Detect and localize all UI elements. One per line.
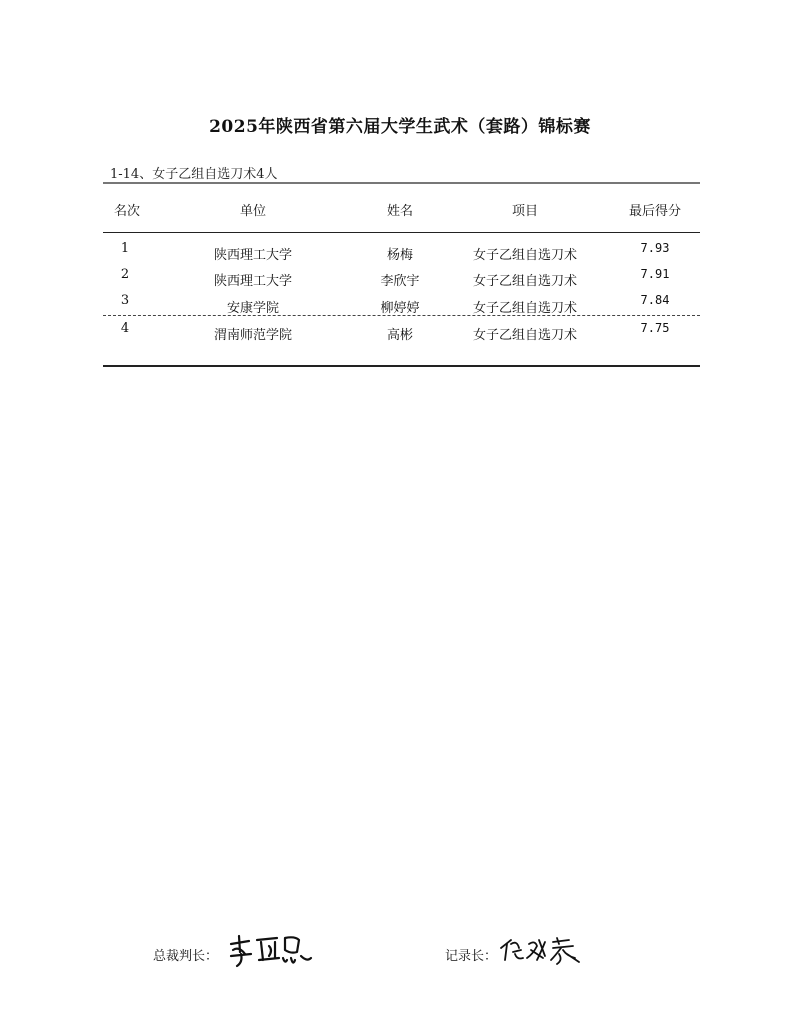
qualification-cutoff-line <box>103 315 700 316</box>
row-item: 女子乙组自选刀术 <box>472 274 577 289</box>
row-unit: 陕西理工大学 <box>213 274 292 289</box>
row-rank: 1 <box>120 241 130 256</box>
row-score: 7.91 <box>640 267 670 281</box>
row-item: 女子乙组自选刀术 <box>472 328 577 343</box>
row-rank: 4 <box>120 321 130 336</box>
row-score: 7.75 <box>640 321 670 335</box>
table-top-rule <box>103 182 700 184</box>
table-header-rule <box>103 232 700 233</box>
row-score: 7.84 <box>640 293 670 307</box>
row-unit: 渭南师范学院 <box>213 328 292 343</box>
header-score: 最后得分 <box>628 204 681 219</box>
row-name: 李欣宇 <box>380 274 420 289</box>
recorder-signature <box>497 930 582 970</box>
page-title: 2025年陕西省第六届大学生武术（套路）锦标赛 <box>209 117 591 137</box>
table-bottom-rule <box>103 365 700 367</box>
row-name: 高彬 <box>386 328 413 343</box>
row-item: 女子乙组自选刀术 <box>472 248 577 263</box>
chief-referee-label: 总裁判长： <box>153 949 219 964</box>
header-name: 姓名 <box>386 204 413 219</box>
recorder-label: 记录长： <box>445 949 498 964</box>
header-rank: 名次 <box>113 204 140 219</box>
header-item: 项目 <box>511 204 538 219</box>
row-name: 杨梅 <box>386 248 413 263</box>
row-rank: 3 <box>120 293 130 308</box>
row-name: 柳婷婷 <box>380 301 420 316</box>
event-subtitle: 1-14、女子乙组自选刀术4人 <box>110 167 278 182</box>
chief-referee-signature <box>225 930 315 970</box>
row-rank: 2 <box>120 267 130 282</box>
header-unit: 单位 <box>239 204 266 219</box>
row-item: 女子乙组自选刀术 <box>472 301 577 316</box>
row-score: 7.93 <box>640 241 670 255</box>
row-unit: 陕西理工大学 <box>213 248 292 263</box>
table-header <box>0 200 800 220</box>
row-unit: 安康学院 <box>226 301 279 316</box>
